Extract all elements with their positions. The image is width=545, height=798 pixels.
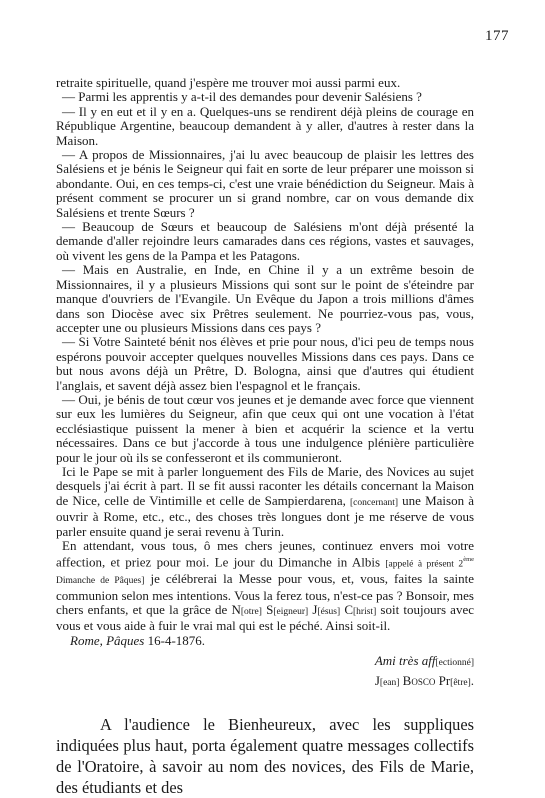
editorial-bracket: [ean] [379,678,400,689]
closing-text: Ami très aff [374,653,436,669]
place: Rome, Pâques [70,632,145,648]
paragraph: — A propos de Missionnaires, j'ai lu avec beaucoup de plaisir les lettres des Salésiens et je bénis le Seigneur qui fait en sorte de leur préparer une moisson si abondante. Oui, en ces temps-ci, c'est une vraie bénédiction du Seigneur. Mais à présent comment se procurer un si grand nombre, car on vous demande dix Salésiens et trente Sœurs ? [56,147,474,220]
paragraph: — Oui, je bénis de tout cœur vos jeunes et je demande avec force que viennent sur eux les lumières du Seigneur, afin que ceux qui ont une vocation à l'état ecclésiastique puissent la mener à bien et acquérir la science et la vertu nécessaires. Dans ce but j'accorde à tous une indulgence plénière particulière pour le jour où ils se confesseront et ils communieront. [56,391,474,465]
editorial-bracket: [otre] [240,606,262,617]
text-span: J [374,673,380,689]
editorial-bracket: [appelé à présent 2 [385,559,464,570]
text-span: une Maison à ouvrir à Rome, etc., etc., des choses très longues dont je me réserve de vous parler ensuite quand je serai revenu à Turin. [56,492,474,539]
editorial-bracket: Dimanche de Pâques] [56,576,145,587]
text-span: soit toujours avec vous et vous aide à fuir le vrai mal qui est le péché. Ainsi soit-il. [56,601,474,634]
surname: Bosco [399,673,439,689]
text-span: S [261,601,274,617]
text-span: En attendant, vous tous, ô mes chers jeunes, continuez envers moi votre affection, et priez pour moi. Le jour du Dimanche in Albis [56,538,474,570]
paragraph: — Si Votre Sainteté bénit nos élèves et prie pour nous, d'ici peu de temps nous espérons pouvoir accepter quelques nouvelles Missions dans ces pays. Dans ce but nous avons déjà un Prêtre, D. Bologna, ainsi que d'autres qui étudient l'anglais, et savent déjà assez bien l'espagnol et le français. [56,334,474,393]
superscript: ème [463,556,475,564]
place-date [70,634,474,648]
signature-block [56,652,474,692]
editorial-bracket: [ectionné] [435,658,474,669]
narrative-text [56,714,474,798]
paragraph [56,539,474,634]
letter-text [56,76,474,692]
text-span: . [470,673,474,689]
paragraph: — Mais en Australie, en Inde, en Chine il y a un extrême besoin de Missionnaires, il y a plusieurs Missions qui sont sur le point de s'éteindre par manque d'ouvriers de l'Evangile. Un Evêque du Japon a trois millions d'âmes dans son Diocèse avec six Prêtres seulement. Ne pourriez-vous pas, vous, accepter une ou plusieurs Missions dans ces pays ? [56,262,474,335]
date: 16-4-1876. [144,632,206,648]
paragraph: A l'audience le Bienheureux, avec les suppliques indiquées plus haut, porta également quatre messages collectifs de l'Oratoire, à savoir au nom des novices, des Fils de Marie, des étudiants et des [56,715,474,797]
text-span: je célébrerai la Messe pour vous, et, vous, faites la sainte communion selon mes intentions. Vous la ferez tous, n'est-ce pas ? Bonsoir, mes chers enfants, et que la grâce de N [56,571,474,617]
editorial-bracket: [ésus] [317,606,341,617]
text-span: Pr [438,673,451,689]
page-number: 177 [485,28,509,44]
editorial-bracket: [hrist] [353,606,377,617]
text-span: J [308,601,318,617]
text-span: C [340,601,354,617]
text-span: Ici le Pape se mit à parler longuement des Fils de Marie, des Novices au sujet desquels j'ai écrit à part. Il se fit aussi raconter les détails concernant la Maison de Nice, celle de Vintimille et celle de Sampierdarena, [56,463,474,508]
editorial-bracket: [concernant] [350,497,399,508]
closing [56,652,474,672]
editorial-bracket: [être] [450,678,471,689]
paragraph [56,465,474,539]
paragraph: — Beaucoup de Sœurs et beaucoup de Salésiens m'ont déjà présenté la demande d'aller rejoindre leurs camarades dans ces régions, vastes et sauvages, où vivent les gens de la Pampa et les Patagons. [56,219,474,263]
editorial-bracket: [eigneur] [273,606,309,617]
paragraph: retraite spirituelle, quand j'espère me trouver moi aussi parmi eux. [56,75,401,90]
signature [56,672,474,692]
paragraph: — Parmi les apprentis y a-t-il des demandes pour devenir Salésiens ? [62,89,422,105]
paragraph: — Il y en eut et il y en a. Quelques-uns se rendirent déjà pleins de courage en République Argentine, beaucoup demandent à y aller, d'autres à rester dans la Maison. [56,103,474,148]
